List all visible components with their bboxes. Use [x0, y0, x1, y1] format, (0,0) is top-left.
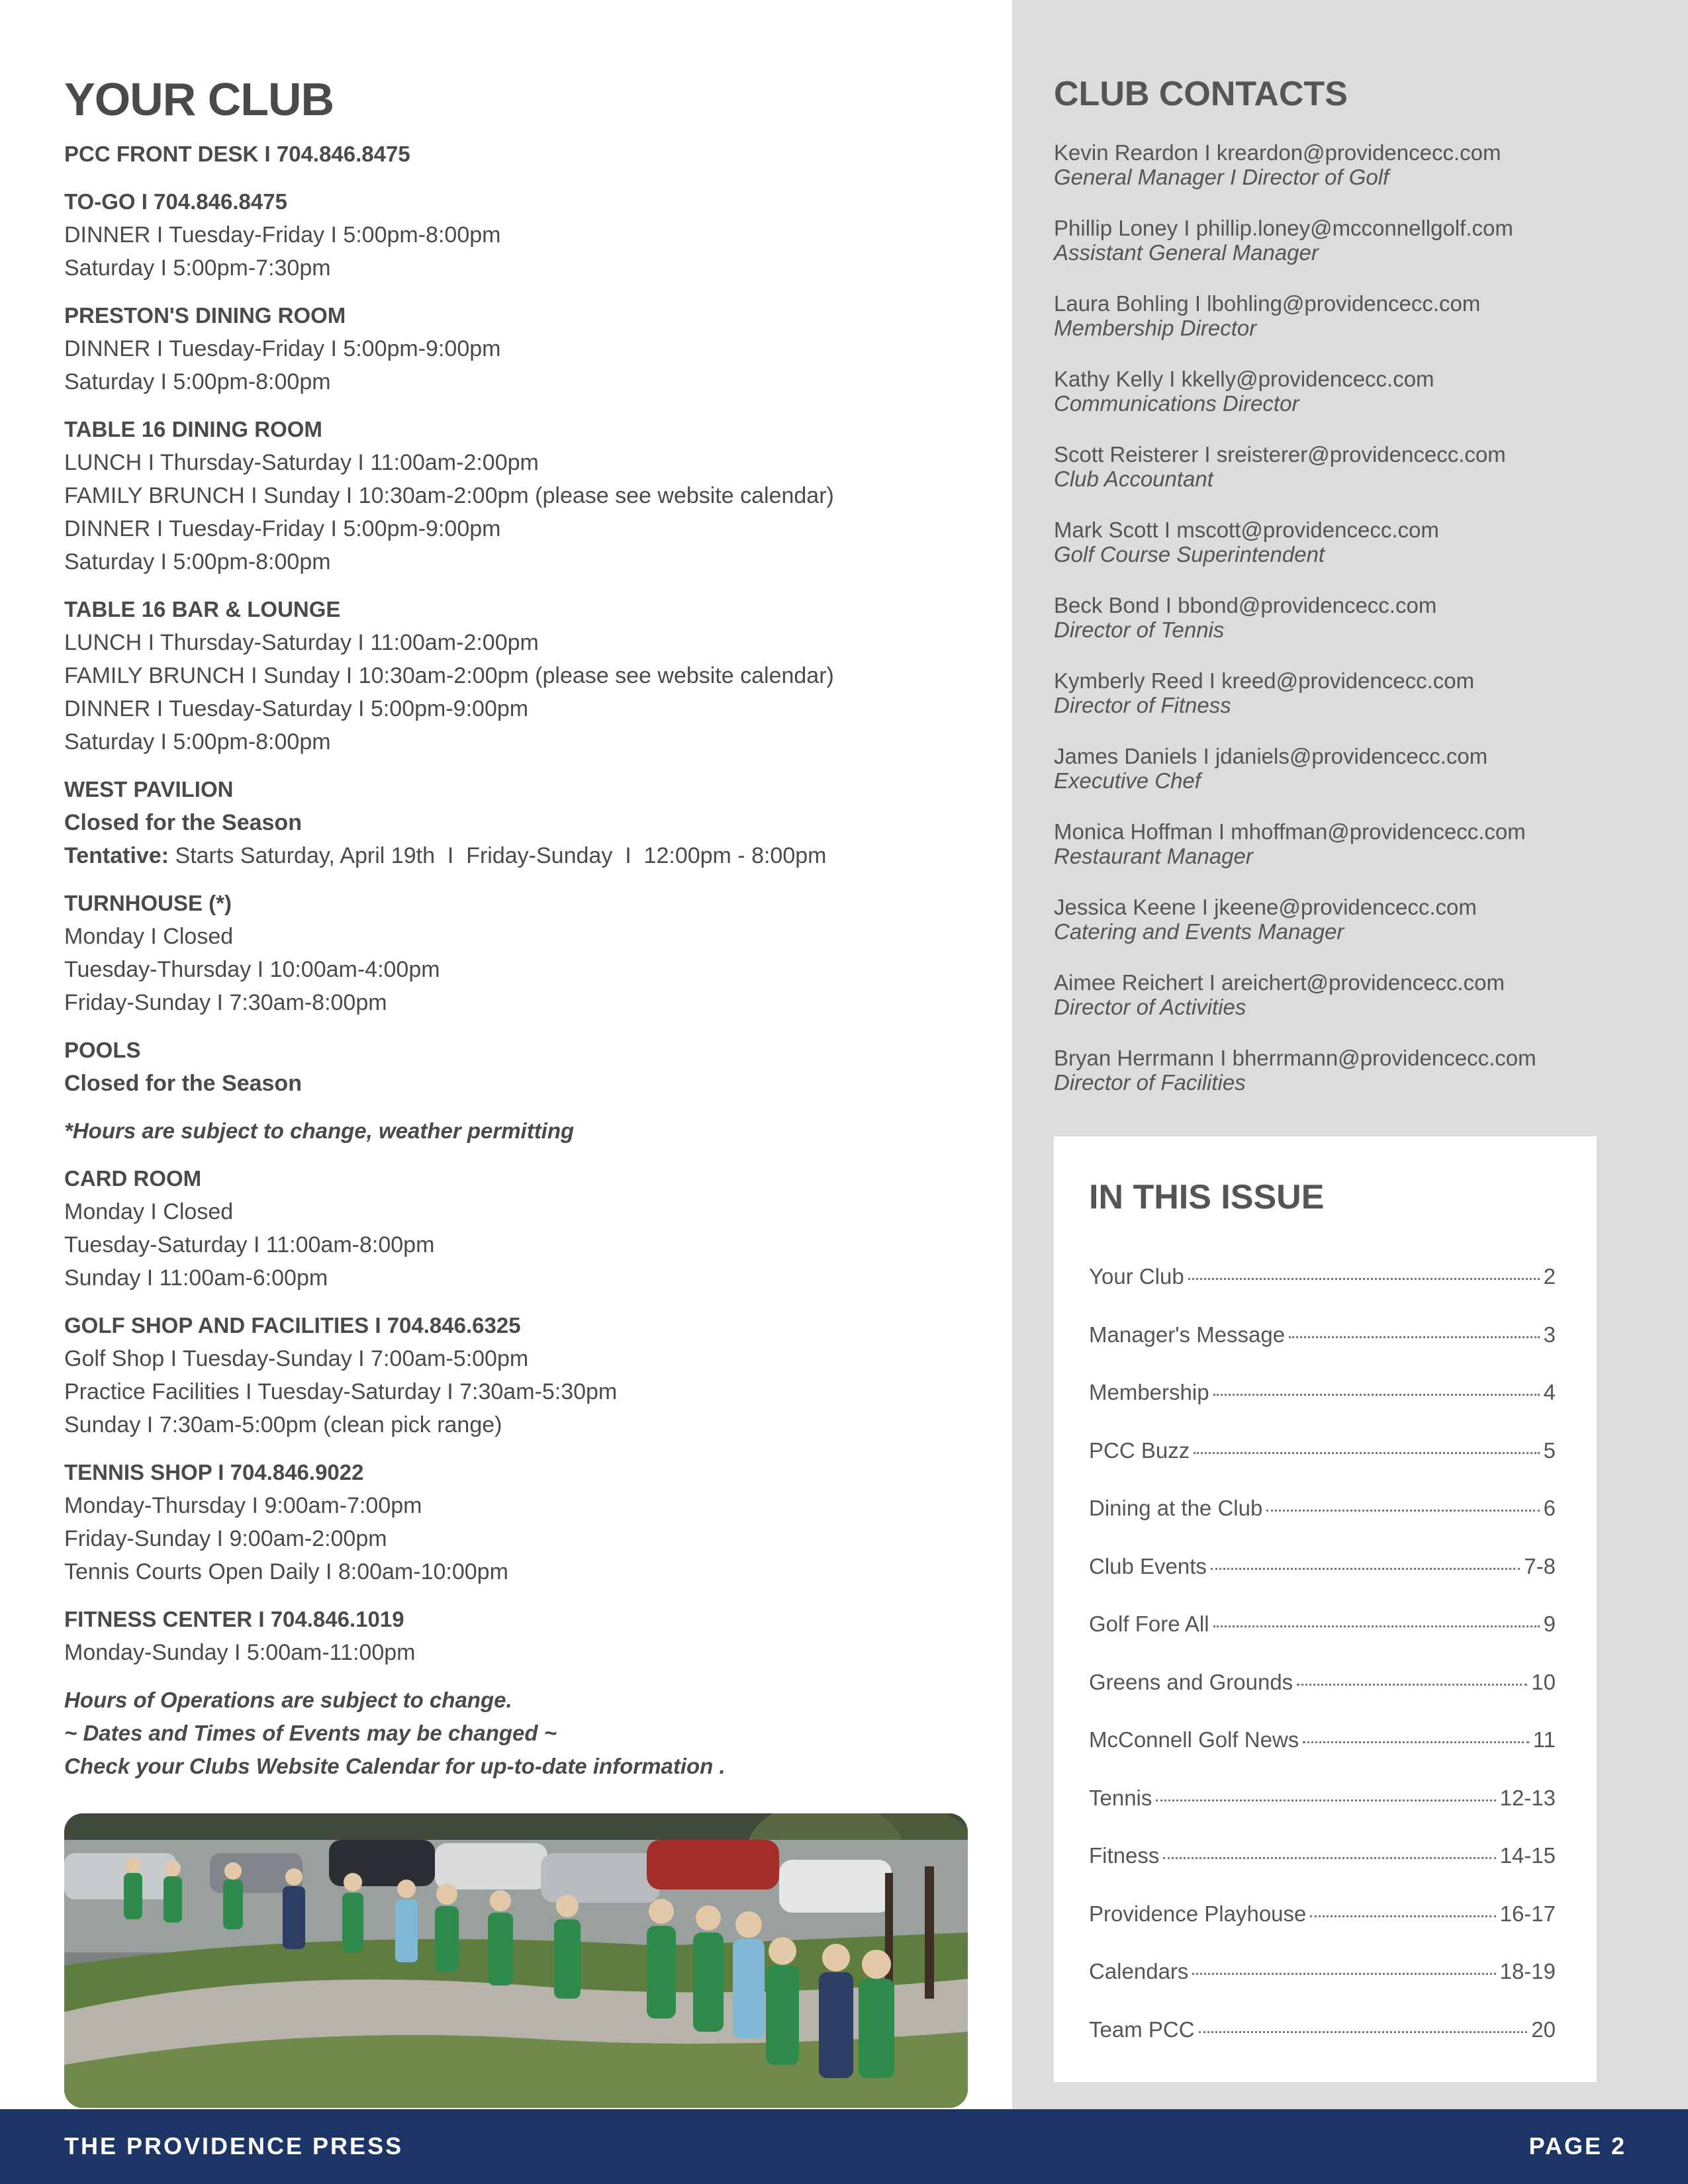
- toc-leader: [1289, 1336, 1540, 1338]
- contact-name-email: Kymberly Reed I kreed@providencecc.com: [1054, 668, 1475, 693]
- toc-item[interactable]: [1089, 1554, 1556, 1612]
- contact-role: Restaurant Manager: [1054, 844, 1253, 868]
- contact-name-email: Laura Bohling I lbohling@providencecc.com: [1054, 291, 1481, 316]
- contact-role: Director of Activities: [1054, 995, 1246, 1019]
- hours-line: Monday I Closed: [64, 1199, 234, 1224]
- closing-note: ~ Dates and Times of Events may be changed ~: [64, 1721, 557, 1745]
- tennis-shop-section: [64, 1456, 978, 1588]
- hours-line: LUNCH I Thursday-Saturday I 11:00am-2:00pm: [64, 450, 539, 475]
- contact-item: [1054, 216, 1676, 291]
- toc-item[interactable]: [1089, 2017, 1556, 2075]
- toc-page: 14-15: [1499, 1843, 1556, 1868]
- contact-role: Director of Facilities: [1054, 1070, 1246, 1095]
- hours-line: Monday I Closed: [64, 924, 234, 949]
- hours-line: Saturday I 5:00pm-8:00pm: [64, 369, 331, 394]
- contact-item: [1054, 593, 1676, 668]
- toc-label: PCC Buzz: [1089, 1437, 1190, 1463]
- contact-role: Communications Director: [1054, 391, 1299, 416]
- hours-line: Sunday I 7:30am-5:00pm (clean pick range): [64, 1412, 502, 1437]
- toc-page: 5: [1543, 1437, 1556, 1463]
- toc-label: Your Club: [1089, 1264, 1184, 1289]
- weather-note-section: [64, 1115, 978, 1148]
- contact-name-email: Beck Bond I bbond@providencecc.com: [1054, 593, 1437, 617]
- contact-role: General Manager I Director of Golf: [1054, 165, 1389, 189]
- toc-label: Club Events: [1089, 1553, 1207, 1578]
- in-this-issue-box: [1054, 1136, 1597, 2082]
- contact-role: Club Accountant: [1054, 467, 1213, 491]
- hours-line: Practice Facilities I Tuesday-Saturday I 7:30am-5:30pm: [64, 1379, 618, 1404]
- pools-section: [64, 1034, 978, 1100]
- fitness-section: [64, 1603, 978, 1669]
- toc-label: McConnell Golf News: [1089, 1727, 1299, 1752]
- hours-line: Monday-Thursday I 9:00am-7:00pm: [64, 1493, 422, 1518]
- contact-item: [1054, 367, 1676, 442]
- section-heading: CARD ROOM: [64, 1166, 202, 1191]
- page-title: YOUR CLUB: [64, 73, 334, 125]
- toc-label: Team PCC: [1089, 2017, 1195, 2042]
- toc-leader: [1310, 1915, 1495, 1917]
- card-room-section: [64, 1162, 978, 1295]
- toc-label: Greens and Grounds: [1089, 1669, 1293, 1694]
- section-heading: PRESTON'S DINING ROOM: [64, 303, 346, 328]
- hours-line: LUNCH I Thursday-Saturday I 11:00am-2:00pm: [64, 630, 539, 655]
- toc-item[interactable]: [1089, 1496, 1556, 1554]
- toc-leader: [1297, 1684, 1527, 1686]
- toc-page: 18-19: [1499, 1959, 1556, 1983]
- toc-leader: [1188, 1278, 1540, 1280]
- toc-label: Dining at the Club: [1089, 1496, 1263, 1520]
- closing-note: Hours of Operations are subject to change.: [64, 1688, 512, 1712]
- toc-item[interactable]: [1089, 1670, 1556, 1728]
- toc-page: 11: [1532, 1727, 1556, 1752]
- toc-page: 2: [1543, 1264, 1556, 1289]
- issue-title: IN THIS ISSUE: [1089, 1178, 1325, 1216]
- front-desk-section: [64, 138, 978, 171]
- publication-name: THE PROVIDENCE PRESS: [64, 2132, 404, 2160]
- page-number: PAGE 2: [1528, 2132, 1626, 2160]
- section-heading: TABLE 16 BAR & LOUNGE: [64, 597, 341, 621]
- hours-line: Golf Shop I Tuesday-Sunday I 7:00am-5:00pm: [64, 1346, 529, 1371]
- toc-label: Calendars: [1089, 1959, 1189, 1983]
- toc-leader: [1194, 1452, 1539, 1454]
- contact-role: Membership Director: [1054, 316, 1257, 340]
- contact-item: [1054, 1046, 1676, 1121]
- front-desk-heading: PCC FRONT DESK I 704.846.8475: [64, 142, 410, 166]
- contact-item: [1054, 291, 1676, 367]
- contact-item: [1054, 819, 1676, 895]
- contact-name-email: Monica Hoffman I mhoffman@providencecc.com: [1054, 819, 1526, 844]
- section-heading: TABLE 16 DINING ROOM: [64, 417, 322, 441]
- hours-line: Monday-Sunday I 5:00am-11:00pm: [64, 1640, 416, 1665]
- hours-line: DINNER I Tuesday-Friday I 5:00pm-8:00pm: [64, 222, 501, 248]
- toc-leader: [1156, 1799, 1495, 1801]
- golf-shop-section: [64, 1309, 978, 1441]
- hours-line: Friday-Sunday I 7:30am-8:00pm: [64, 990, 387, 1015]
- section-heading: TO-GO I 704.846.8475: [64, 189, 287, 214]
- tentative-line: [64, 839, 978, 872]
- toc-leader: [1213, 1394, 1540, 1396]
- hours-line: Saturday I 5:00pm-8:00pm: [64, 549, 331, 574]
- contact-role: Golf Course Superintendent: [1054, 542, 1325, 567]
- contact-role: Assistant General Manager: [1054, 240, 1319, 265]
- toc-item[interactable]: [1089, 1612, 1556, 1670]
- hours-line: Friday-Sunday I 9:00am-2:00pm: [64, 1526, 387, 1551]
- contact-role: Executive Chef: [1054, 768, 1201, 793]
- toc-leader: [1303, 1741, 1528, 1743]
- hours-line: Tennis Courts Open Daily I 8:00am-10:00pm: [64, 1559, 508, 1584]
- west-pavilion-section: [64, 773, 978, 872]
- contact-name-email: Mark Scott I mscott@providencecc.com: [1054, 518, 1439, 542]
- sidebar: [1012, 0, 1688, 2109]
- hours-line: Saturday I 5:00pm-7:30pm: [64, 255, 331, 281]
- hours-line: Saturday I 5:00pm-8:00pm: [64, 729, 331, 754]
- contact-item: [1054, 140, 1676, 216]
- turnhouse-section: [64, 887, 978, 1019]
- status-line: Closed for the Season: [64, 1071, 302, 1096]
- closing-notes: [64, 1684, 978, 1783]
- toc-item[interactable]: [1089, 1901, 1556, 1960]
- section-heading: TENNIS SHOP I 704.846.9022: [64, 1460, 364, 1484]
- toc-page: 3: [1543, 1322, 1556, 1347]
- contact-name-email: Kevin Reardon I kreardon@providencecc.com: [1054, 140, 1501, 165]
- toc-item[interactable]: [1089, 1786, 1556, 1844]
- toc-leader: [1266, 1510, 1539, 1512]
- hours-line: Tuesday-Thursday I 10:00am-4:00pm: [64, 957, 440, 982]
- toc-item[interactable]: [1089, 1727, 1556, 1786]
- contacts-list: [1054, 140, 1676, 1121]
- contact-name-email: Bryan Herrmann I bherrmann@providencecc.com: [1054, 1046, 1536, 1070]
- toc-item[interactable]: [1089, 1322, 1556, 1381]
- contact-item: [1054, 895, 1676, 970]
- toc-label: Manager's Message: [1089, 1322, 1286, 1347]
- toc-item[interactable]: [1089, 1959, 1556, 2017]
- section-heading: GOLF SHOP AND FACILITIES I 704.846.6325: [64, 1313, 521, 1338]
- table16-bar-section: [64, 593, 978, 758]
- closing-note: Check your Clubs Website Calendar for up-to-date information .: [64, 1754, 726, 1778]
- contact-role: Director of Tennis: [1054, 617, 1225, 642]
- contact-item: [1054, 668, 1676, 744]
- contact-role: Director of Fitness: [1054, 693, 1231, 717]
- status-line: Closed for the Season: [64, 810, 302, 835]
- toc-item[interactable]: [1089, 1843, 1556, 1901]
- toc-page: 16-17: [1499, 1901, 1556, 1926]
- contact-name-email: Scott Reisterer I sreisterer@providencecc.com: [1054, 442, 1506, 467]
- contact-name-email: James Daniels I jdaniels@providencecc.com: [1054, 744, 1488, 768]
- hours-line: Tuesday-Saturday I 11:00am-8:00pm: [64, 1232, 435, 1257]
- contact-name-email: Aimee Reichert I areichert@providencecc.com: [1054, 970, 1505, 995]
- section-heading: FITNESS CENTER I 704.846.1019: [64, 1607, 404, 1631]
- toc-page: 20: [1531, 2017, 1556, 2042]
- toc-label: Providence Playhouse: [1089, 1901, 1307, 1926]
- members-walking-photo: [64, 1813, 968, 2108]
- section-heading: POOLS: [64, 1038, 141, 1062]
- toc-page: 12-13: [1499, 1785, 1556, 1810]
- toc-item[interactable]: [1089, 1380, 1556, 1438]
- table16-dining-section: [64, 413, 978, 578]
- toc-item[interactable]: [1089, 1438, 1556, 1496]
- toc-page: 4: [1543, 1380, 1556, 1404]
- toc-label: Tennis: [1089, 1785, 1152, 1810]
- toc-item[interactable]: [1089, 1264, 1556, 1322]
- toc-page: 10: [1531, 1669, 1556, 1694]
- hours-line: DINNER I Tuesday-Friday I 5:00pm-9:00pm: [64, 516, 501, 541]
- club-hours-column: [64, 73, 978, 1797]
- toc-label: Fitness: [1089, 1843, 1160, 1868]
- toc-page: 6: [1543, 1496, 1556, 1520]
- tentative-text: Starts Saturday, April 19th I Friday-Sunday I 12:00pm - 8:00pm: [169, 843, 827, 868]
- footer-bar: [0, 2109, 1688, 2184]
- hours-line: DINNER I Tuesday-Friday I 5:00pm-9:00pm: [64, 336, 501, 361]
- tentative-label: Tentative:: [64, 843, 169, 868]
- contact-item: [1054, 744, 1676, 819]
- section-heading: WEST PAVILION: [64, 777, 234, 801]
- hours-line: FAMILY BRUNCH I Sunday I 10:30am-2:00pm (please see website calendar): [64, 483, 834, 508]
- toc-leader: [1211, 1568, 1520, 1570]
- togo-section: [64, 185, 978, 285]
- section-heading: TURNHOUSE (*): [64, 891, 232, 915]
- weather-note: *Hours are subject to change, weather permitting: [64, 1118, 575, 1143]
- toc-leader: [1192, 1973, 1495, 1975]
- contact-item: [1054, 970, 1676, 1046]
- prestons-section: [64, 299, 978, 398]
- hours-line: DINNER I Tuesday-Saturday I 5:00pm-9:00pm: [64, 696, 529, 721]
- contact-item: [1054, 518, 1676, 593]
- contact-item: [1054, 442, 1676, 518]
- toc-page: 9: [1543, 1612, 1556, 1636]
- contact-name-email: Kathy Kelly I kkelly@providencecc.com: [1054, 367, 1434, 391]
- contact-name-email: Jessica Keene I jkeene@providencecc.com: [1054, 895, 1477, 919]
- toc-leader: [1213, 1625, 1540, 1627]
- toc-label: Golf Fore All: [1089, 1612, 1209, 1636]
- hours-line: Sunday I 11:00am-6:00pm: [64, 1265, 328, 1291]
- hours-line: FAMILY BRUNCH I Sunday I 10:30am-2:00pm (please see website calendar): [64, 663, 834, 688]
- toc-leader: [1163, 1857, 1495, 1859]
- toc-label: Membership: [1089, 1380, 1209, 1404]
- contact-role: Catering and Events Manager: [1054, 919, 1344, 944]
- table-of-contents: [1089, 1264, 1556, 2075]
- contacts-title: CLUB CONTACTS: [1054, 75, 1348, 113]
- toc-page: 7-8: [1524, 1553, 1556, 1578]
- toc-leader: [1199, 2031, 1528, 2033]
- contact-name-email: Phillip Loney I phillip.loney@mcconnellgolf.com: [1054, 216, 1513, 240]
